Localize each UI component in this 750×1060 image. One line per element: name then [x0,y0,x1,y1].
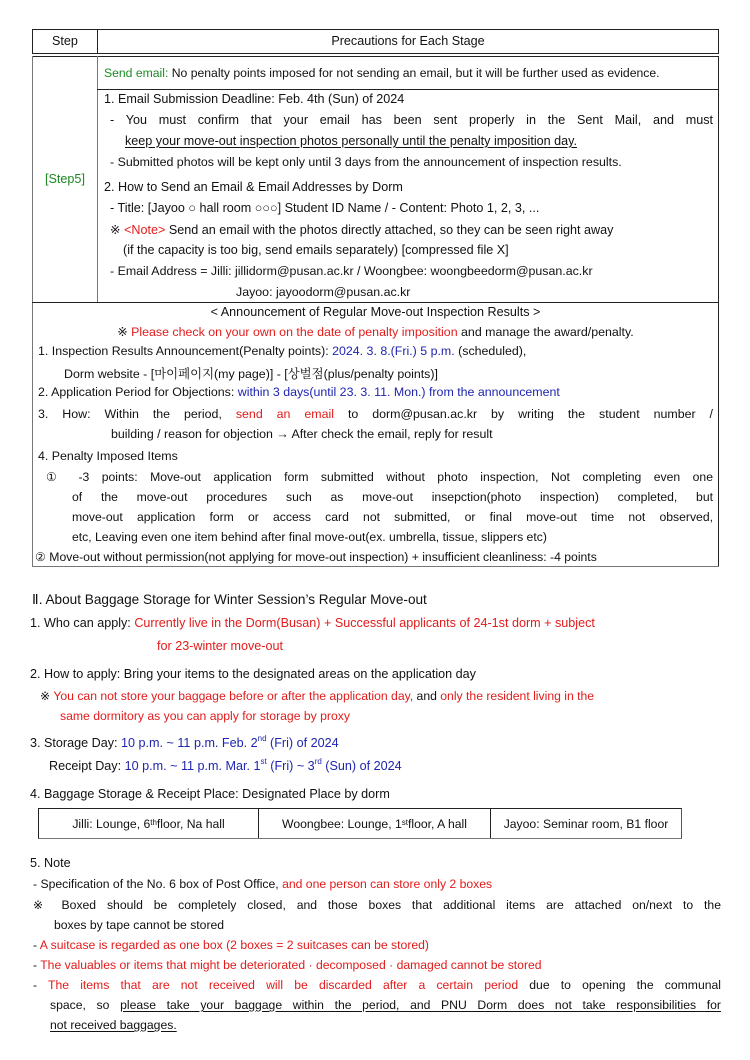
email-note-line2: (if the capacity is too big, send emails separately) [compressed file X] [123,243,509,257]
objection-how-line2: building / reason for objection → After check the email, reply for result [111,427,493,441]
place-jayoo: Jayoo: Seminar room, B1 floor [503,816,669,831]
penalty-item-2: ② Move-out without permission(not applying for move-out inspection) + insufficient cleanliness: -4 points [35,550,597,564]
results-announcement: 1. Inspection Results Announcement(Penalty points): 2024. 3. 8.(Fri.) 5 p.m. (scheduled), [38,344,527,358]
email-address-jayoo: Jayoo: jayoodorm@pusan.ac.kr [236,285,411,299]
who-can-apply-line2: for 23-winter move-out [157,639,283,653]
penalty-item-1-line3: move-out application form or access card not submitted, or final move-out time not observed, [72,510,713,524]
place-jilli: Jilli: Lounge, 6 $^{th}$ floor, Na hall [39,809,259,838]
deadline-line1: - You must confirm that your email has been sent properly in the Sent Mail, and must [110,113,713,127]
header-step: Step [52,34,78,48]
note-label: <Note> [124,223,166,237]
place-table [38,808,682,839]
deadline-line2: keep your move-out inspection photos personally until the penalty imposition day. [125,134,578,148]
penalty-item-1-line4: etc, Leaving even one item behind after final move-out(ex. umbrella, tissue, slippers etc) [72,530,547,544]
penalty-item-1-line1: ① -3 points: Move-out application form submitted without photo inspection, Not completing even one [46,470,713,484]
note-title: 5. Note [30,856,71,870]
how-to-apply: 2. How to apply: Bring your items to the designated areas on the application day [30,667,476,681]
email-addresses: - Email Address = Jilli: jillidorm@pusan.ac.kr / Woongbee: woongbeedorm@pusan.ac.kr [110,264,593,278]
how-to-apply-note-line2: same dormitory as you can apply for storage by proxy [60,709,350,723]
section2-title: Ⅱ. About Baggage Storage for Winter Session’s Regular Move-out [32,592,427,607]
note-boxes-closed-line2: boxes by tape cannot be stored [54,918,225,932]
note-box-spec: - Specification of the No. 6 box of Post Office, and one person can store only 2 boxes [33,877,493,891]
place-woongbee: Woongbee: Lounge, 1 $^{st}$ floor, A hall [259,809,491,838]
penalty-item-1-line2: of the move-out procedures such as move-out insepction(photo inspection) completed, but [72,490,713,504]
header-precautions: Precautions for Each Stage [331,34,485,48]
note-discard-line2: space, so please take your baggage within the period, and PNU Dorm does not take responsibilities for [50,998,721,1012]
place-title: 4. Baggage Storage & Receipt Place: Designated Place by dorm [30,787,390,801]
storage-day: 3. Storage Day: 10 p.m. ~ 11 p.m. Feb. 2nd (Fri) of 2024 [30,734,339,750]
email-title-format: - Title: [Jayoo ○ hall room ○○○] Student ID Name / - Content: Photo 1, 2, 3, ... [110,201,540,215]
objection-period: 2. Application Period for Objections: within 3 days(until 23. 3. 11. Mon.) from the announcement [38,385,560,399]
send-email-label: Send email: [104,66,169,80]
receipt-day: Receipt Day: 10 p.m. ~ 11 p.m. Mar. 1st (Fri) ~ 3rd (Sun) of 2024 [49,757,402,773]
note-valuables: - The valuables or items that might be deteriorated · decomposed · damaged cannot be stored [33,958,542,972]
announcement-notice: ※ Please check on your own on the date of penalty imposition and manage the award/penalty. [117,325,634,339]
announcement-title: < Announcement of Regular Move-out Inspection Results > [210,305,541,319]
note-boxes-closed: ※ Boxed should be completely closed, and those boxes that additional items are attached on/next to the [33,898,721,912]
note-discard: - The items that are not received will be discarded after a certain period due to opening the communal [33,978,722,992]
how-to-apply-note: ※ You can not store your baggage before or after the application day, and only the resident living in the [40,689,595,703]
who-can-apply: 1. Who can apply: Currently live in the Dorm(Busan) + Successful applicants of 24-1st dorm + subject [30,616,595,630]
dorm-website-path: Dorm website - [마이페이지(my page)] - [상벌점(plus/penalty points)] [64,367,438,381]
how-to-send-title: 2. How to Send an Email & Email Addresses by Dorm [104,180,403,194]
deadline-line3: - Submitted photos will be kept only until 3 days from the announcement of inspection results. [110,155,622,169]
penalty-items-title: 4. Penalty Imposed Items [38,449,178,463]
email-note: ※ <Note> Send an email with the photos directly attached, so they can be seen right away [110,223,614,237]
send-email-note: Send email: No penalty points imposed for not sending an email, but it will be further used as evidence. [104,66,660,80]
note-discard-line3: not received baggages. [50,1018,177,1032]
objection-how: 3. How: Within the period, send an email to dorm@pusan.ac.kr by writing the student number / [38,407,713,421]
deadline-title: 1. Email Submission Deadline: Feb. 4th (Sun) of 2024 [104,92,405,106]
note-suitcase: - A suitcase is regarded as one box (2 boxes = 2 suitcases can be stored) [33,938,429,952]
step-label: [Step5] [45,172,85,186]
